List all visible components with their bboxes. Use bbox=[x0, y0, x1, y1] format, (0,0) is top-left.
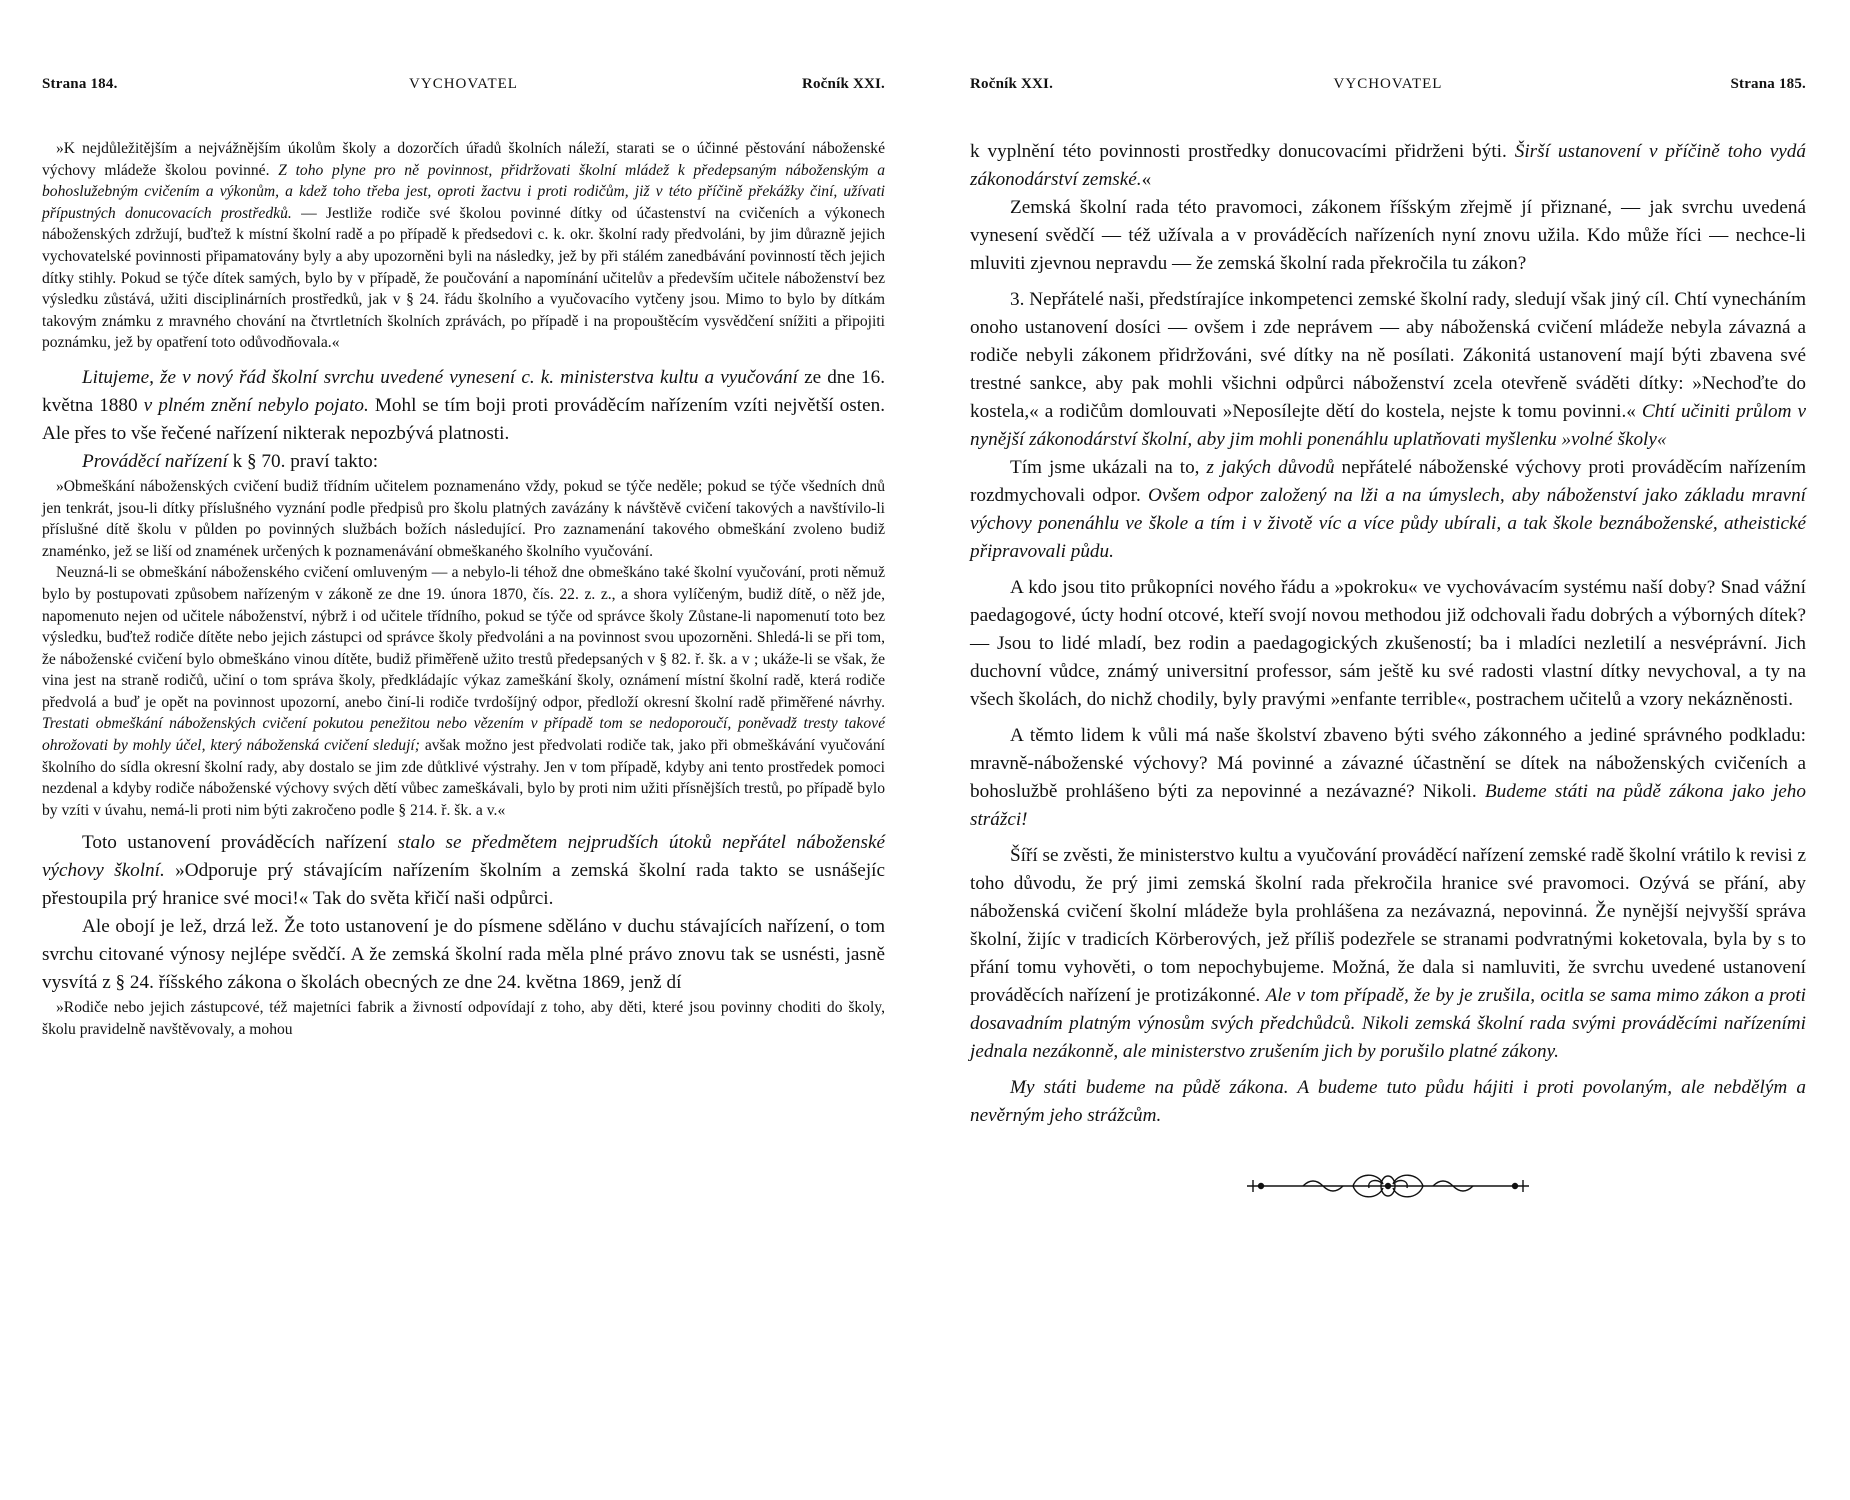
italic-span: Chtí učiniti průlom v nynější zákonodárství školní, aby jim mohli ponenáhlu uplatňovati myšlenku »volné školy« bbox=[970, 401, 1806, 450]
text-span: Mohl se tím boji proti prováděcím nařízením vzíti největší osten. Ale přes to vše řečené nařízení nikterak nepozbývá platnosti. bbox=[42, 394, 886, 444]
italic-span: Budeme státi na půdě zákona jako jeho strážci! bbox=[970, 781, 1806, 830]
running-header bbox=[970, 76, 1806, 100]
text-span: A těmto lidem k vůli má naše školství zbaveno býti svého zákonného a jediné správného podkladu: mravně-náboženské výchovy? Má povinné a závazné účastnění se dítek na náboženských cvičeních a bohoslužbě prohlášeno býti za nepovinné a nezávazné? Nikoli. bbox=[970, 725, 1806, 802]
paragraph bbox=[970, 454, 1806, 566]
page-number: Strana 185. bbox=[1730, 76, 1806, 92]
volume-label: Ročník XXI. bbox=[970, 76, 1054, 92]
text-span: avšak možno jest předvolati rodiče tak, jako při obmeškávání vyučování školního do sídla okresní školní rady, aby dostalo se jim zde důtklivé výstrahy. Jen v tom případě, kdyby ani tento prostředek pomoci nezdenal a kdyby rodiče náboženské výchovy svých dětí vůbec zameškávali, bylo by proti nim užiti přísnějších trestů, po případě bylo by vzíti v úvahu, nemá-li proti nim býti zakročeno podle § 214. ř. šk. a v.« bbox=[42, 737, 885, 819]
page-number: Strana 184. bbox=[42, 76, 118, 92]
italic-span: Ovšem odpor založený na lži a na úmyslech, aby náboženství jako základu mravní výchovy ponenáhlu ve škole a tím i v životě víc a více půdy ubírali, a tak škole beznáboženské, atheistické připravovali půdu. bbox=[970, 485, 1806, 562]
paragraph: Zemská školní rada této pravomoci, zákonem říšským zřejmě jí přiznané, — jak svrchu uvedená vynesení svědčí — též užívala a v prováděcích nařízeních nyní znovu užila. Kdo může říci — nechce-li mluviti zjevnou nepravdu — že zemská školní rada překročila tu zákon? bbox=[970, 197, 1806, 274]
text-span: ze dne 16. května 1880 bbox=[42, 366, 885, 416]
italic-span: Litujeme, že v nový řád školní svrchu uvedené vynesení c. k. ministerstva kultu a vyučování bbox=[82, 366, 798, 388]
page-body bbox=[970, 138, 1806, 1206]
paragraph bbox=[42, 448, 885, 476]
italic-span: Ale v tom případě, že by je zrušila, ocitla se sama mimo zákon a proti dosavadním platným výnosům svých předchůdců. Nikoli zemská školní rada svými prováděcími nařízeními jednala nezákonně, ale ministerstvo zrušením jich by porušilo platné zákony. bbox=[970, 985, 1806, 1062]
italic-span: stalo se předmětem nejprudších útoků nepřátel náboženské výchovy školní. bbox=[42, 832, 885, 882]
text-span: « bbox=[1141, 169, 1152, 190]
text-span: — Jestliže rodiče své školou povinné dítky od účastenství na cvičeních a výkonech náboženských zdržují, buďtež k místní školní radě a po případě k předsedovi c. k. okr. školní rady předvoláni, by jim důrazně jejich vychovatelské povinnosti připamatovány byly a aby upozorněni byli na následky, jež by při stálém zanedbávání povinností těch jejich dítky stihly. Pokud se týče dítek samých, bylo by v případě, že poučování a napomínání učitelův a především učitele náboženství bez výsledku zůstává, užiti disciplinárních prostředků, jak v § 24. řádu školního a vyučovacího vytčeny jsou. Mimo to bylo by dítkám takovým známku z mravného chování na čtvrtletních školních zprávách, po případě i na propouštěcím vysvědčení snížiti a připojiti poznámku, jež by opatření toto odůvodňovala.« bbox=[42, 204, 885, 352]
paragraph: A kdo jsou tito průkopníci nového řádu a »pokroku« ve vychovávacím systému naší doby? Snad vážní paedagogové, úcty hodní otcové, kteří svojí novou methodou již odchovali řadu dobrých a výborných dítek? — Jsou to lidé mladí, bez rodin a paedagogických zkušeností; ba i mladíci nezletilí a nesvéprávní. Jich duchovní vůdce, známý universitní professor, sám ještě ku své radosti vlastní dítky nevychoval, a ty na všech školách, do nichž chodily, byly pravými »enfante terrible«, postrachem učitelů a vzory nekázněnosti. bbox=[970, 577, 1806, 710]
paragraph bbox=[42, 562, 885, 821]
text-span: Toto ustanovení prováděcích nařízení bbox=[82, 832, 398, 854]
text-span: Šíří se zvěsti, že ministerstvo kultu a vyučování prováděcí nařízení zemské radě školní vrátilo k revisi z toho důvodu, že prý jimi zemská školní rada překročila hranice své pravomoci. Ozývá se přání, aby náboženská cvičení školní mládeže byla prohlášena za nezávazná, nepovinná. Že nynější nejvyšší správa školní, žijíc v tradicích Körberových, jež příliš podezřele se stranami podvratnými koketovala, byla by s to přání tomu vyhověti, o tom nepochybujeme. Možná, že dala si namluviti, že svrchu uvedené ustanovení prováděcích nařízení je protizákonné. bbox=[970, 845, 1806, 1006]
left-page bbox=[42, 76, 885, 1041]
text-span: »K nejdůležitějším a nejvážnějším úkolům školy a dozorčích úřadů školních náleží, starati se o účinné pěstování náboženské výchovy mládeže školou povinné. bbox=[42, 140, 885, 179]
volume-label: Ročník XXI. bbox=[801, 76, 885, 92]
text-span: k vyplnění této povinnosti prostředky donucovacími přidrženi býti. bbox=[970, 141, 1515, 162]
text-span: Tím jsme ukázali na to, bbox=[1010, 457, 1207, 478]
italic-span: My státi budeme na půdě zákona. A budeme tuto půdu hájiti i proti povolaným, ale nebdělým a nevěrným jeho strážcům. bbox=[970, 1077, 1806, 1126]
text-span: nepřátelé náboženské výchovy proti prováděcím nařízením rozdmychovali odpor. bbox=[970, 457, 1807, 506]
paragraph: »Obmeškání náboženských cvičení budiž třídním učitelem poznamenáno vždy, pokud se týče neděle; pokud se týče všedních dnů jen tenkrát, jsou-li dítky příslušného vyznání podle předpisů pro školu platných zavázány k návštěvě cvičení takových a navštívilo-li příslušné dítě školu v půlden po povinných službách božích následující. Pro zaznamenání takového obmeškání zvoleno budiž znaménko, jež se liší od znamének určených k poznamenávání obmeškaného školního vyučování. bbox=[42, 477, 885, 560]
text-span: k § 70. praví takto: bbox=[227, 450, 379, 472]
page-body bbox=[42, 138, 885, 1041]
decorative-ornament-icon bbox=[1243, 1166, 1533, 1206]
right-page bbox=[970, 76, 1806, 1206]
italic-span: v plném znění nebylo pojato. bbox=[143, 394, 369, 416]
paragraph: »Rodiče nebo jejich zástupcové, též majetníci fabrik a živností odpovídají z toho, aby děti, které jsou povinny choditi do školy, školu pravidelně navštěvovaly, a mohou bbox=[42, 999, 885, 1039]
running-header bbox=[42, 76, 885, 100]
paragraph bbox=[42, 829, 885, 913]
italic-span: Širší ustanovení v příčině toho vydá zákonodárství zemské. bbox=[970, 141, 1806, 190]
paragraph bbox=[970, 138, 1806, 194]
journal-title: VYCHOVATEL bbox=[1333, 76, 1443, 92]
paragraph bbox=[970, 286, 1806, 454]
text-span: 3. Nepřátelé naši, předstírajíce inkompetenci zemské školní rady, sledují však jiný cíl. Chtí vynecháním onoho ustanovení dosíci — ovšem i zde neprávem — aby náboženská cvičení mládeže nebyla závazná a rodiče nebyli zákonem přidržováni, své dítky na ně posílati. Zákonitá ustanovení mají býti zbavena své trestné sankce, aby pak mohli všichni odpůrci náboženství zcela otevřeně sváděti dítky: »Nechoďte do kostela,« a rodičům domlouvati »Neposílejte dětí do kostela, nejste k tomu povinni.« bbox=[970, 289, 1806, 422]
paragraph bbox=[970, 1074, 1806, 1130]
paragraph bbox=[970, 722, 1806, 834]
paragraph bbox=[42, 138, 885, 354]
italic-span: Trestati obmeškání náboženských cvičení pokutou penežitou nebo vězením v případě tom se nedoporoučí, poněvadž tresty takové ohrožovati by mohly účel, který náboženská cvičení sledují; bbox=[42, 715, 885, 755]
paragraph bbox=[970, 842, 1806, 1066]
paragraph bbox=[42, 364, 885, 448]
italic-span: Prováděcí nařízení bbox=[82, 450, 228, 472]
journal-title: VYCHOVATEL bbox=[409, 76, 518, 92]
paragraph: Ale obojí je lež, drzá lež. Že toto ustanovení je do písmene sděláno v duchu stávajících nařízení, o tom svrchu citované výnosy nejlépe svědčí. A že zemská školní rada měla plné právo znovu tak se usnésti, jasně vysvítá z § 24. říšského zákona o školách obecných ze dne 24. května 1869, jenž dí bbox=[42, 916, 885, 994]
italic-span: z jakých důvodů bbox=[1206, 457, 1335, 478]
italic-span: Z toho plyne pro ně povinnost, přidržovati školní mládež k předepsaným náboženským a bohoslužebným cvičením a výkonům, a kdež toho třeba jest, oproti žactvu i proti rodičům, již v této příčině překážky činí, užívati přípustných donucovacích prostředků. bbox=[42, 161, 885, 222]
text-span: Neuzná-li se obmeškání náboženského cvičení omluveným — a nebylo-li téhož dne obmeškáno také školní vyučování, proti němuž bylo by postupovati způsobem nařízeným v zákoně ze dne 19. února 1870, čís. 22. z. z., a shora vylíčeným, budiž dítě, o něž jde, napomenuto nejen od učitele náboženství, nýbrž i od učitele třídního, pokud se týče od správce školy Zůstane-li napomenutí toto bez výsledku, buďtež rodiče dítěte nebo jejich zástupci od správce školy předvoláni a na povinnost svou upozorněni. Shledá-li se při tom, že náboženské cvičení bylo obmeškáno vinou dítěte, budiž přiměřeně užito trestů předepsaných v § 82. ř. šk. a v ; ukáže-li se však, že vina jest na straně rodičů, učiní o tom správa školy, předkládajíc výkaz zameškání školy, oznámení místní školní radě, která rodiče předvolá a buď je opět na povinnost upozorní, anebo činí-li rodiče tvrdošíjný odpor, předloží okresní školní radě přiměřené návrhy. bbox=[42, 564, 885, 711]
text-span: »Odporuje prý stávajícím nařízením školním a zemská školní rada takto se usnášejíc přestoupila prý hranice své moci!« Tak do světa křičí naši odpůrci. bbox=[42, 860, 885, 910]
